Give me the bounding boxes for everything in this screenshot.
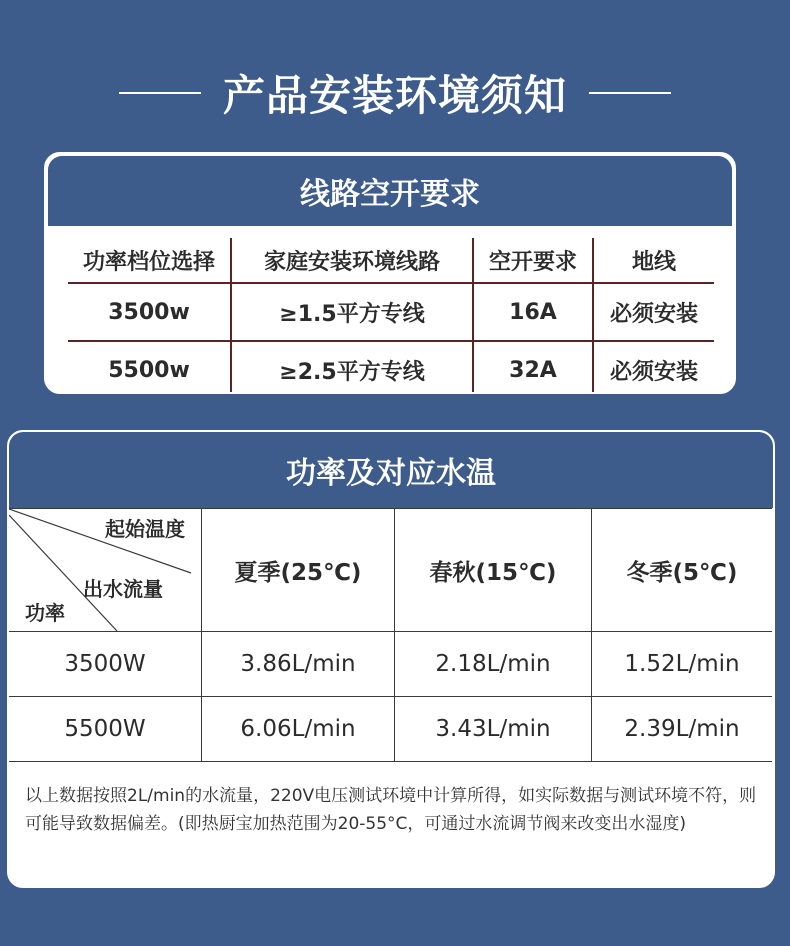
title-right-rule <box>589 92 671 94</box>
wiring-cell-breaker: 32A <box>473 341 593 394</box>
season-header-winter: 冬季(5℃) <box>592 509 773 632</box>
wiring-cell-ground: 必须安装 <box>609 359 698 385</box>
table-row <box>9 632 772 697</box>
flow-cell: 6.06L/min <box>202 697 395 762</box>
wiring-header-breaker: 空开要求 <box>473 238 593 283</box>
corner-label-flow: 出水流量 <box>83 577 163 601</box>
power-cell: 3500W <box>9 632 202 697</box>
wiring-header-power: 功率档位选择 <box>68 238 231 283</box>
temperature-header-row <box>9 509 772 632</box>
wiring-header-line: 家庭安装环境线路 <box>231 238 473 283</box>
wiring-cell-line: ≥1.5平方专线 <box>231 283 473 341</box>
temperature-card-header <box>9 432 773 508</box>
flow-cell: 3.86L/min <box>202 632 395 697</box>
wiring-cell-line: ≥2.5平方专线 <box>231 341 473 394</box>
flow-cell: 2.18L/min <box>395 632 592 697</box>
water-temperature-card <box>7 430 775 888</box>
wiring-cell-ground: 必须安装 <box>593 283 714 341</box>
corner-diagonal-cell <box>9 509 202 632</box>
wiring-cell-power: 5500w <box>68 341 231 394</box>
power-cell: 5500W <box>9 697 202 762</box>
flow-cell: 2.39L/min <box>592 697 773 762</box>
table-row <box>9 697 772 762</box>
wiring-header-row <box>68 238 714 283</box>
table-row <box>68 283 714 341</box>
page-title-bar <box>0 58 790 128</box>
flow-cell: 1.52L/min <box>592 632 773 697</box>
corner-label-start-temp: 起始温度 <box>105 517 185 541</box>
season-header-summer: 夏季(25℃) <box>202 509 395 632</box>
wiring-cell-power: 3500w <box>68 283 231 341</box>
season-header-spring-autumn: 春秋(15℃) <box>395 509 592 632</box>
wiring-card-header <box>48 156 732 226</box>
wiring-cell-breaker: 16A <box>473 283 593 341</box>
temperature-table <box>9 508 772 762</box>
temperature-card-title: 功率及对应水温 <box>286 456 496 491</box>
wiring-header-ground: 地线 <box>593 238 714 283</box>
data-footnote: 以上数据按照2L/min的水流量，220V电压测试环境中计算所得，如实际数据与测试环境不符，则可能导致数据偏差。(即热厨宝加热范围为20-55°C，可通过水流调节阀来改变出水湿度) <box>25 786 757 834</box>
corner-label-power: 功率 <box>25 601 65 625</box>
wiring-table <box>68 238 714 394</box>
page-title: 产品安装环境须知 <box>222 71 567 120</box>
flow-cell: 3.43L/min <box>395 697 592 762</box>
title-left-rule <box>119 92 201 94</box>
wiring-card-title: 线路空开要求 <box>300 177 480 212</box>
wiring-requirements-card <box>44 152 736 394</box>
table-row <box>68 341 714 394</box>
